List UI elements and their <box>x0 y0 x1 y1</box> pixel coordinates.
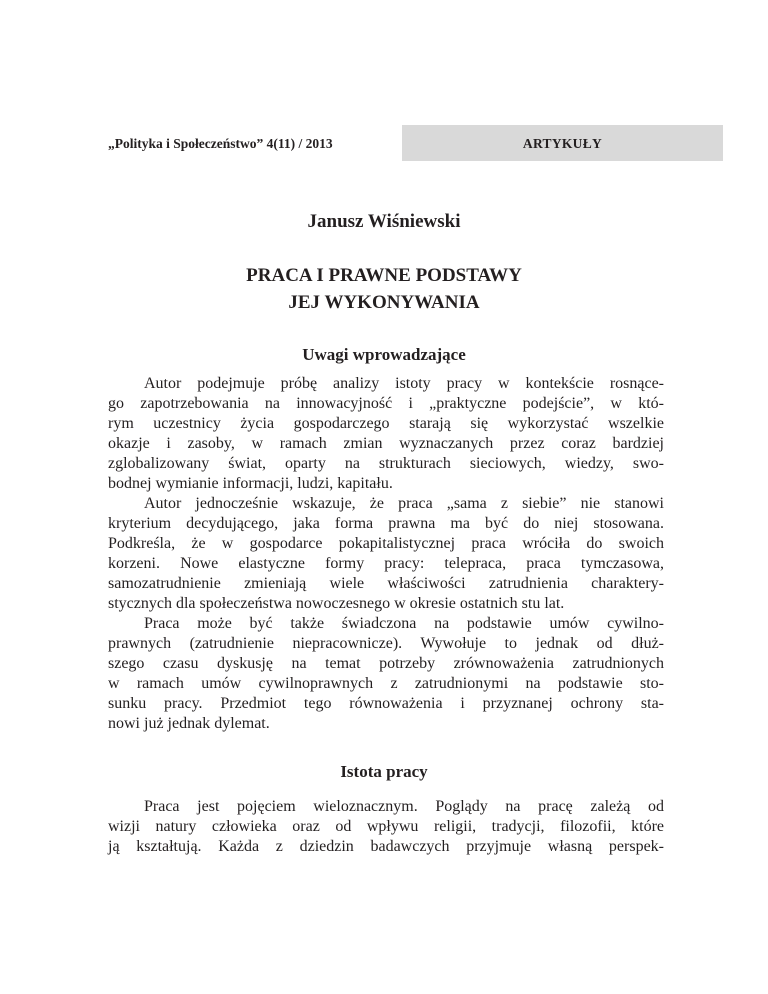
text-line: kryterium decydującego, jaka forma prawna ma być do niej stosowana. <box>108 515 664 532</box>
text-line: stycznych dla społeczeństwa nowoczesnego w okresie ostatnich stu lat. <box>108 595 565 612</box>
text-line: Podkreśla, że w gospodarce pokapitalistycznej praca wróciła do swoich <box>108 535 664 552</box>
article-title-line: PRACA I PRAWNE PODSTAWY <box>246 265 522 286</box>
text-line: Autor jednocześnie wskazuje, że praca „sama z siebie” nie stanowi <box>144 495 664 512</box>
running-header <box>108 125 723 161</box>
intro-text <box>108 375 664 735</box>
text-line: Praca może być także świadczona na podstawie umów cywilno- <box>144 615 664 632</box>
text-line: nowi już jednak dylemat. <box>108 715 270 732</box>
text-line: okazje i zasoby, w ramach zmian wyznaczanych przez coraz bardziej <box>108 435 664 452</box>
section-heading-intro: Uwagi wprowadzające <box>302 345 466 364</box>
text-line: Praca jest pojęciem wieloznacznym. Poglądy na pracę zależą od <box>144 798 664 815</box>
text-line: zglobalizowany świat, oparty na strukturach sieciowych, wiedzy, swo- <box>108 455 664 472</box>
text-line: bodnej wymianie informacji, ludzi, kapitału. <box>108 475 393 492</box>
text-line: korzeni. Nowe elastyczne formy pracy: telepraca, praca tymczasowa, <box>108 555 664 572</box>
text-line: sunku pracy. Przedmiot tego równoważenia i przyznanej ochrony sta- <box>108 695 664 712</box>
text-line: Autor podejmuje próbę analizy istoty pracy w kontekście rosnące- <box>144 375 664 392</box>
text-line: ją kształtują. Każda z dziedzin badawczych przyjmuje własną perspek- <box>108 838 664 855</box>
text-line: rym uczestnicy życia gospodarczego starają się wykorzystać wszelkie <box>108 415 664 432</box>
essence-text <box>108 798 664 858</box>
text-line: go zapotrzebowania na innowacyjność i „praktyczne podejście”, w któ- <box>108 395 664 412</box>
article-title-line: JEJ WYKONYWANIA <box>288 292 480 313</box>
article-title <box>0 262 768 316</box>
section-heading-essence: Istota pracy <box>340 762 428 781</box>
text-line: szego czasu dyskusję na temat potrzeby zrównoważenia zatrudnionych <box>108 655 664 672</box>
section-label: ARTYKUŁY <box>402 125 723 161</box>
text-line: prawnych (zatrudnienie niepracownicze). Wywołuje to jednak od dłuż- <box>108 635 664 652</box>
article-author: Janusz Wiśniewski <box>307 211 461 232</box>
text-line: samozatrudnienie zmieniają wiele właściwości zatrudnienia charaktery- <box>108 575 664 592</box>
text-line: wizji natury człowieka oraz od wpływu religii, tradycji, filozofii, które <box>108 818 664 835</box>
text-line: w ramach umów cywilnoprawnych z zatrudnionymi na podstawie sto- <box>108 675 664 692</box>
journal-citation: „Polityka i Społeczeństwo” 4(11) / 2013 <box>108 136 333 151</box>
